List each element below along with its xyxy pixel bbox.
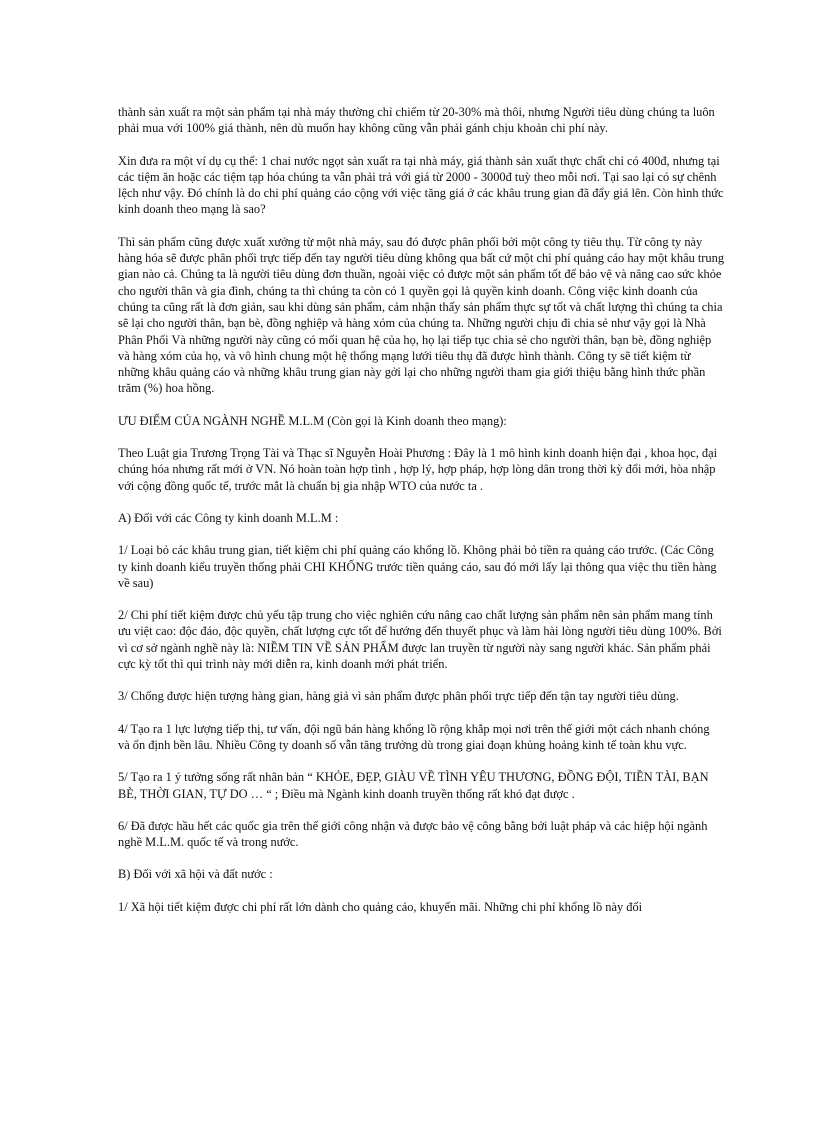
list-item-6: 6/ Đã được hầu hết các quốc gia trên thế giới công nhận và được bảo vệ công bằng bởi luật pháp và các hiệp hội ngành nghề M.L.M. quốc tế và trong nước.	[118, 818, 708, 850]
paragraph-example: Xin đưa ra một ví dụ cụ thể: 1 chai nước ngọt sản xuất ra tại nhà máy, giá thành sản xuất thực chất chỉ có 400đ, nhưng tại các tiệm ăn hoặc các tiệm tạp hóa chúng ta vẫn phải trả với giá từ 2000 - 3000đ tuỳ theo mỗi nơi. Tại sao lại có sự chênh lệch như vậy. Đó chính là do chi phí quảng cáo cộng với việc tăng giá ở các khâu trung gian đã đẩy giá lên. Còn hình thức kinh doanh theo mạng là sao?	[118, 153, 724, 217]
paragraph-expert-opinion: Theo Luật gia Trương Trọng Tài và Thạc sĩ Nguyễn Hoài Phương : Đây là 1 mô hình kinh doanh hiện đại , khoa học, đại chúng hóa nhưng rất mới ở VN. Nó hoàn toàn hợp tình , hợp lý, hợp pháp, hợp lòng dân trong thời kỳ đổi mới, hòa nhập với cộng đồng quốc tế, trước mắt là chuẩn bị gia nhập WTO của nước ta .	[118, 446, 718, 493]
section-heading-advantages: ƯU ĐIỂM CỦA NGÀNH NGHỀ M.L.M (Còn gọi là Kinh doanh theo mạng):	[118, 413, 507, 428]
paragraph-network-distribution: Thì sản phẩm cũng được xuất xưởng từ một nhà máy, sau đó được phân phối bởi một công ty tiêu thụ. Từ công ty này hàng hóa sẽ được phân phối trực tiếp đến tay người tiêu dùng không qua bất cứ một chi phí quảng cáo hay một khâu trung gian nào cả. Chúng ta là người tiêu dùng đơn thuần, ngoài việc có được một sản phẩm tốt để bảo vệ và nâng cao sức khỏe cho người thân và gia đình, chúng ta thì chúng ta còn có 1 quyền gọi là quyền kinh doanh. Công việc kinh doanh của chúng ta cũng rất là đơn giản, sau khi dùng sản phẩm, cảm nhận thấy sản phẩm thực sự tốt và chất lượng thì chúng ta chia sẽ lại cho người thân, bạn bè, đồng nghiệp và hàng xóm của chúng ta. Những người chịu đi chia sẻ như vậy gọi là Nhà Phân Phối Và những người này cũng có mối quan hệ của họ, họ lại tiếp tục chia sẻ cho người thân, bạn bè, đồng nghiệp và hàng xóm của họ, và vô hình chung một hệ thống mạng lưới tiêu thụ đã được hình thành. Công ty sẽ tiết kiệm từ những khâu quảng cáo và những khâu trung gian này gởi lại cho những người tham gia giới thiệu bằng hình thức phần trăm (%) hoa hồng.	[118, 234, 725, 396]
subheading-companies: A) Đối với các Công ty kinh doanh M.L.M :	[118, 510, 339, 525]
list-item-5: 5/ Tạo ra 1 ý tưởng sống rất nhân bản “ KHỎE, ĐẸP, GIÀU VỀ TÌNH YÊU THƯƠNG, ĐỒNG ĐỘI, TIỀN TÀI, BẠN BÈ, THỜI GIAN, TỰ DO … “ ; Điều mà Ngành kinh doanh truyền thống rất khó đạt được .	[118, 770, 709, 801]
society-item-1: 1/ Xã hội tiết kiệm được chi phí rất lớn dành cho quảng cáo, khuyến mãi. Những chi phí khổng lồ này đối	[118, 899, 643, 914]
subheading-society: B) Đối với xã hội và đất nước :	[118, 867, 273, 882]
list-item-4: 4/ Tạo ra 1 lực lượng tiếp thị, tư vấn, đội ngũ bán hàng khổng lồ rộng khắp mọi nơi trên thế giới một cách nhanh chóng và ổn định bền lâu. Nhiều Công ty doanh số vẫn tăng trưởng dù trong giai đoạn khủng hoảng kinh tế toàn khu vực.	[118, 721, 710, 752]
paragraph-intro-cost: thành sản xuất ra một sản phẩm tại nhà máy thường chỉ chiếm từ 20-30% mà thôi, nhưng Người tiêu dùng chúng ta luôn phải mua với 100% giá thành, nên dù muốn hay không cũng vẫn phải gánh chịu khoản chi phí này.	[118, 105, 715, 136]
list-item-3: 3/ Chống được hiện tượng hàng gian, hàng giả vì sản phẩm được phân phối trực tiếp đến tận tay người tiêu dùng.	[118, 689, 679, 704]
list-item-1: 1/ Loại bỏ các khâu trung gian, tiết kiệm chi phí quảng cáo khổng lồ. Không phải bỏ tiền ra quảng cáo trước. (Các Công ty kinh doanh kiểu truyền thống phải CHI KHỐNG trước tiền quảng cáo, sau đó mới lấy lại thông qua việc thu tiền hàng về sau)	[118, 543, 717, 590]
list-item-2: 2/ Chi phí tiết kiệm được chủ yếu tập trung cho việc nghiên cứu nâng cao chất lượng sản phẩm nên sản phẩm mang tính ưu việt cao: độc đáo, độc quyền, chất lượng cực tốt để hướng đến thuyết phục và làm hài lòng người tiêu dùng 100%. Bởi vì cơ sở ngành nghề này là: NIỀM TIN VỀ SẢN PHẨM được lan truyền từ người này sang người khác. Sản phẩm phải cực kỳ tốt thì qui trình này mới diễn ra, kinh doanh mới phát triển.	[118, 608, 722, 672]
